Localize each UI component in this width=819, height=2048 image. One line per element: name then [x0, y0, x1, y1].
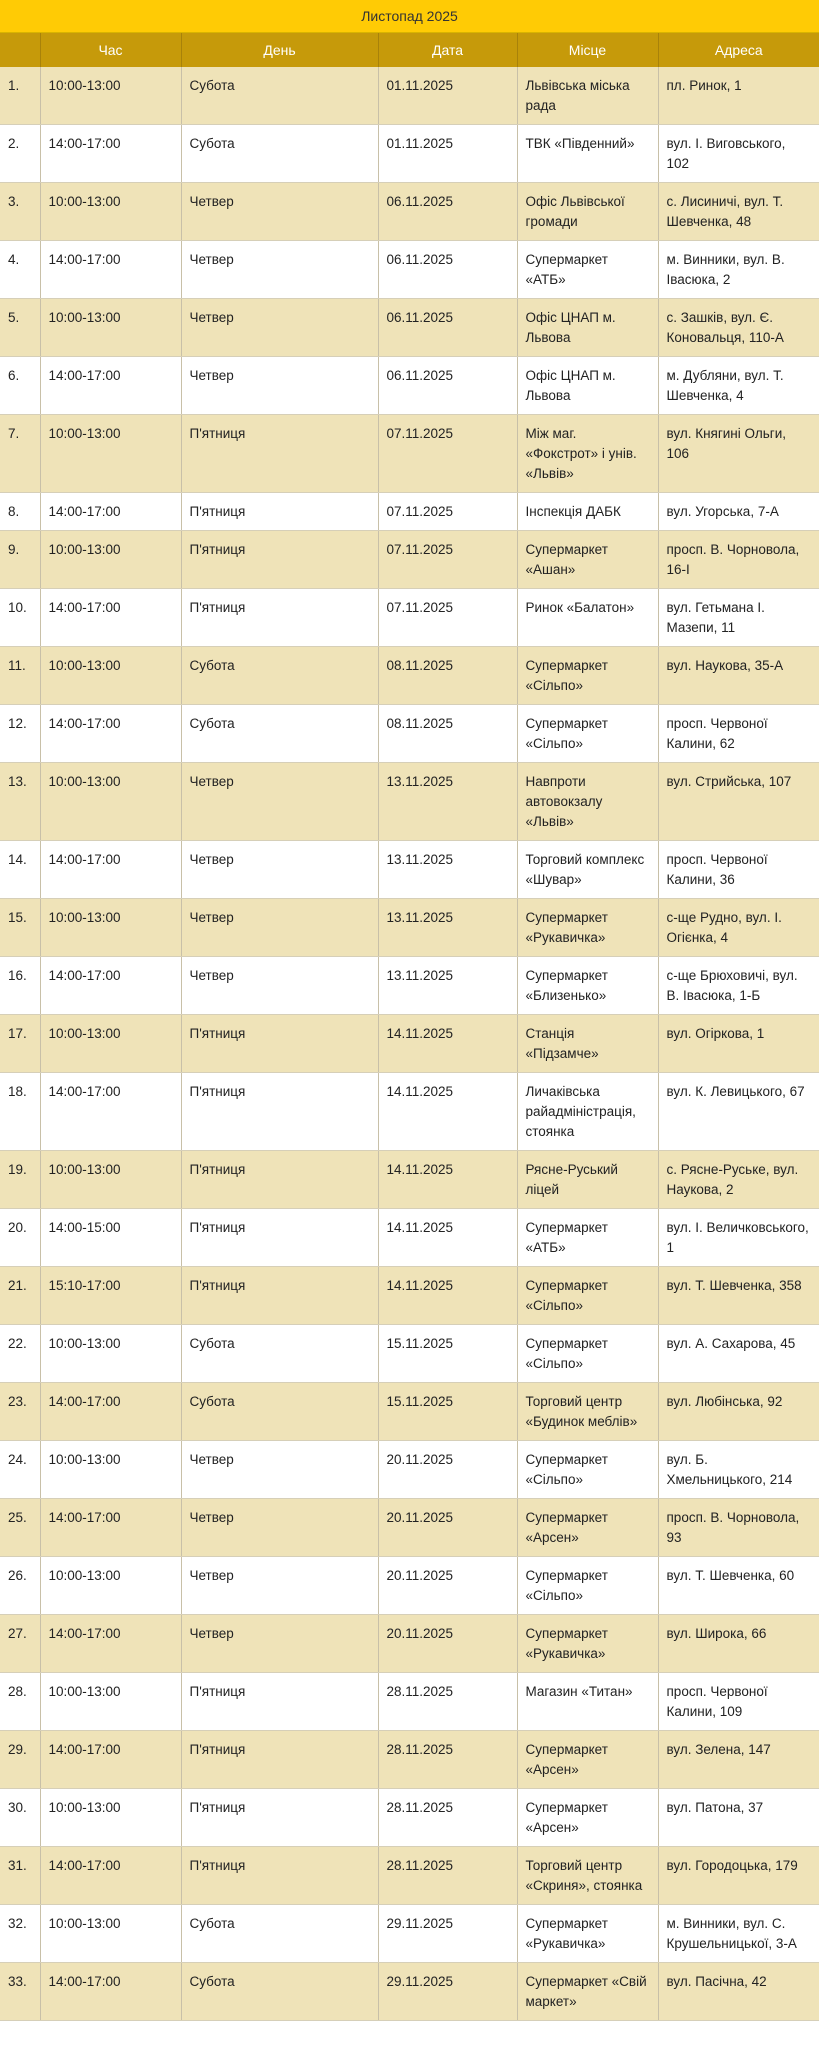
row-number: 32.: [0, 1905, 40, 1963]
address-cell: просп. Червоної Калини, 62: [658, 705, 819, 763]
header-address: Адреса: [658, 33, 819, 67]
place-cell: Супермаркет «Рукавичка»: [517, 1905, 658, 1963]
table-row: [0, 1963, 819, 2021]
date-cell: 20.11.2025: [378, 1615, 517, 1673]
address-cell: просп. Червоної Калини, 109: [658, 1673, 819, 1731]
day-cell: Четвер: [181, 1441, 378, 1499]
place-cell: Супермаркет «Сільпо»: [517, 1557, 658, 1615]
address-cell: с-ще Брюховичі, вул. В. Івасюка, 1-Б: [658, 957, 819, 1015]
row-number: 5.: [0, 299, 40, 357]
place-cell: Торговий центр «Будинок меблів»: [517, 1383, 658, 1441]
day-cell: Субота: [181, 647, 378, 705]
date-cell: 01.11.2025: [378, 67, 517, 125]
place-cell: Супермаркет «Сільпо»: [517, 705, 658, 763]
row-number: 11.: [0, 647, 40, 705]
time-cell: 14:00-17:00: [40, 1963, 181, 2021]
address-cell: вул. Б. Хмельницького, 214: [658, 1441, 819, 1499]
table-row: [0, 589, 819, 647]
day-cell: Четвер: [181, 763, 378, 841]
place-cell: Супермаркет «АТБ»: [517, 241, 658, 299]
place-cell: Магазин «Титан»: [517, 1673, 658, 1731]
address-cell: вул. Стрийська, 107: [658, 763, 819, 841]
table-row: [0, 125, 819, 183]
day-cell: Субота: [181, 1383, 378, 1441]
table-row: [0, 1789, 819, 1847]
row-number: 31.: [0, 1847, 40, 1905]
place-cell: Супермаркет «Ашан»: [517, 531, 658, 589]
time-cell: 14:00-17:00: [40, 493, 181, 531]
address-cell: вул. Гетьмана І. Мазепи, 11: [658, 589, 819, 647]
date-cell: 13.11.2025: [378, 763, 517, 841]
place-cell: Ринок «Балатон»: [517, 589, 658, 647]
row-number: 28.: [0, 1673, 40, 1731]
address-cell: вул. А. Сахарова, 45: [658, 1325, 819, 1383]
row-number: 27.: [0, 1615, 40, 1673]
row-number: 20.: [0, 1209, 40, 1267]
place-cell: Рясне-Руський ліцей: [517, 1151, 658, 1209]
time-cell: 14:00-17:00: [40, 1383, 181, 1441]
time-cell: 14:00-17:00: [40, 1847, 181, 1905]
row-number: 19.: [0, 1151, 40, 1209]
day-cell: Четвер: [181, 841, 378, 899]
table-row: [0, 1151, 819, 1209]
date-cell: 15.11.2025: [378, 1325, 517, 1383]
date-cell: 28.11.2025: [378, 1789, 517, 1847]
table-row: [0, 763, 819, 841]
address-cell: вул. Пасічна, 42: [658, 1963, 819, 2021]
place-cell: Супермаркет «Арсен»: [517, 1499, 658, 1557]
header-number: [0, 33, 40, 67]
address-cell: м. Дубляни, вул. Т. Шевченка, 4: [658, 357, 819, 415]
address-cell: просп. В. Чорновола, 16-І: [658, 531, 819, 589]
table-row: [0, 841, 819, 899]
date-cell: 20.11.2025: [378, 1499, 517, 1557]
row-number: 4.: [0, 241, 40, 299]
place-cell: Супермаркет «Рукавичка»: [517, 899, 658, 957]
table-row: [0, 1847, 819, 1905]
place-cell: Супермаркет «Арсен»: [517, 1789, 658, 1847]
place-cell: Станція «Підзамче»: [517, 1015, 658, 1073]
time-cell: 14:00-17:00: [40, 705, 181, 763]
row-number: 30.: [0, 1789, 40, 1847]
schedule-table: [0, 33, 819, 2021]
header-place: Місце: [517, 33, 658, 67]
date-cell: 14.11.2025: [378, 1209, 517, 1267]
day-cell: Четвер: [181, 957, 378, 1015]
day-cell: Четвер: [181, 899, 378, 957]
header-date: Дата: [378, 33, 517, 67]
table-row: [0, 957, 819, 1015]
day-cell: Четвер: [181, 1499, 378, 1557]
row-number: 23.: [0, 1383, 40, 1441]
place-cell: Офіс Львівської громади: [517, 183, 658, 241]
address-cell: вул. Любінська, 92: [658, 1383, 819, 1441]
table-row: [0, 67, 819, 125]
place-cell: Інспекція ДАБК: [517, 493, 658, 531]
time-cell: 10:00-13:00: [40, 1673, 181, 1731]
day-cell: П'ятниця: [181, 1015, 378, 1073]
row-number: 21.: [0, 1267, 40, 1325]
date-cell: 14.11.2025: [378, 1073, 517, 1151]
time-cell: 14:00-17:00: [40, 957, 181, 1015]
table-row: [0, 357, 819, 415]
time-cell: 14:00-17:00: [40, 841, 181, 899]
day-cell: Субота: [181, 1963, 378, 2021]
address-cell: просп. Червоної Калини, 36: [658, 841, 819, 899]
address-cell: м. Винники, вул. С. Крушельницької, 3-А: [658, 1905, 819, 1963]
row-number: 15.: [0, 899, 40, 957]
table-row: [0, 1325, 819, 1383]
day-cell: Четвер: [181, 299, 378, 357]
date-cell: 08.11.2025: [378, 647, 517, 705]
row-number: 18.: [0, 1073, 40, 1151]
time-cell: 10:00-13:00: [40, 1441, 181, 1499]
row-number: 16.: [0, 957, 40, 1015]
day-cell: Четвер: [181, 241, 378, 299]
row-number: 14.: [0, 841, 40, 899]
address-cell: с. Лисиничі, вул. Т. Шевченка, 48: [658, 183, 819, 241]
header-day: День: [181, 33, 378, 67]
row-number: 12.: [0, 705, 40, 763]
date-cell: 13.11.2025: [378, 957, 517, 1015]
date-cell: 20.11.2025: [378, 1441, 517, 1499]
time-cell: 14:00-17:00: [40, 1615, 181, 1673]
time-cell: 10:00-13:00: [40, 67, 181, 125]
date-cell: 06.11.2025: [378, 241, 517, 299]
address-cell: вул. Патона, 37: [658, 1789, 819, 1847]
address-cell: вул. Зелена, 147: [658, 1731, 819, 1789]
row-number: 24.: [0, 1441, 40, 1499]
place-cell: Супермаркет «Близенько»: [517, 957, 658, 1015]
time-cell: 10:00-13:00: [40, 899, 181, 957]
day-cell: П'ятниця: [181, 1209, 378, 1267]
day-cell: Четвер: [181, 1557, 378, 1615]
address-cell: с. Зашків, вул. Є. Коновальця, 110-А: [658, 299, 819, 357]
place-cell: Торговий центр «Скриня», стоянка: [517, 1847, 658, 1905]
day-cell: П'ятниця: [181, 493, 378, 531]
place-cell: Супермаркет «Сільпо»: [517, 1267, 658, 1325]
time-cell: 10:00-13:00: [40, 1015, 181, 1073]
date-cell: 28.11.2025: [378, 1673, 517, 1731]
date-cell: 07.11.2025: [378, 415, 517, 493]
row-number: 1.: [0, 67, 40, 125]
day-cell: Четвер: [181, 357, 378, 415]
table-row: [0, 899, 819, 957]
table-body: [0, 67, 819, 2021]
table-header-row: [0, 33, 819, 67]
place-cell: Торговий комплекс «Шувар»: [517, 841, 658, 899]
date-cell: 20.11.2025: [378, 1557, 517, 1615]
time-cell: 15:10-17:00: [40, 1267, 181, 1325]
date-cell: 15.11.2025: [378, 1383, 517, 1441]
day-cell: Субота: [181, 125, 378, 183]
day-cell: П'ятниця: [181, 1847, 378, 1905]
day-cell: П'ятниця: [181, 1731, 378, 1789]
date-cell: 07.11.2025: [378, 589, 517, 647]
address-cell: вул. Широка, 66: [658, 1615, 819, 1673]
time-cell: 10:00-13:00: [40, 531, 181, 589]
time-cell: 14:00-17:00: [40, 589, 181, 647]
address-cell: с-ще Рудно, вул. І. Огієнка, 4: [658, 899, 819, 957]
address-cell: вул. І. Виговського, 102: [658, 125, 819, 183]
date-cell: 29.11.2025: [378, 1905, 517, 1963]
day-cell: Субота: [181, 705, 378, 763]
date-cell: 06.11.2025: [378, 299, 517, 357]
address-cell: м. Винники, вул. В. Івасюка, 2: [658, 241, 819, 299]
table-row: [0, 1073, 819, 1151]
day-cell: П'ятниця: [181, 1267, 378, 1325]
day-cell: П'ятниця: [181, 415, 378, 493]
row-number: 33.: [0, 1963, 40, 2021]
time-cell: 10:00-13:00: [40, 647, 181, 705]
place-cell: Личаківська райадміністрація, стоянка: [517, 1073, 658, 1151]
place-cell: Офіс ЦНАП м. Львова: [517, 299, 658, 357]
day-cell: Субота: [181, 1905, 378, 1963]
address-cell: просп. В. Чорновола, 93: [658, 1499, 819, 1557]
row-number: 7.: [0, 415, 40, 493]
table-row: [0, 183, 819, 241]
header-time: Час: [40, 33, 181, 67]
table-row: [0, 415, 819, 493]
row-number: 3.: [0, 183, 40, 241]
table-row: [0, 1499, 819, 1557]
day-cell: Субота: [181, 1325, 378, 1383]
table-row: [0, 1383, 819, 1441]
address-cell: вул. І. Величковського, 1: [658, 1209, 819, 1267]
address-cell: вул. Т. Шевченка, 358: [658, 1267, 819, 1325]
date-cell: 01.11.2025: [378, 125, 517, 183]
time-cell: 10:00-13:00: [40, 1905, 181, 1963]
address-cell: вул. Огіркова, 1: [658, 1015, 819, 1073]
table-row: [0, 1209, 819, 1267]
place-cell: Супермаркет «Арсен»: [517, 1731, 658, 1789]
time-cell: 14:00-17:00: [40, 241, 181, 299]
row-number: 9.: [0, 531, 40, 589]
date-cell: 29.11.2025: [378, 1963, 517, 2021]
row-number: 8.: [0, 493, 40, 531]
date-cell: 14.11.2025: [378, 1015, 517, 1073]
date-cell: 07.11.2025: [378, 531, 517, 589]
table-row: [0, 493, 819, 531]
place-cell: Супермаркет «Сільпо»: [517, 1325, 658, 1383]
place-cell: Супермаркет «АТБ»: [517, 1209, 658, 1267]
place-cell: ТВК «Південний»: [517, 125, 658, 183]
table-row: [0, 705, 819, 763]
place-cell: Між маг. «Фокстрот» і унів. «Львів»: [517, 415, 658, 493]
day-cell: П'ятниця: [181, 531, 378, 589]
time-cell: 10:00-13:00: [40, 1151, 181, 1209]
date-cell: 08.11.2025: [378, 705, 517, 763]
date-cell: 13.11.2025: [378, 899, 517, 957]
address-cell: вул. К. Левицького, 67: [658, 1073, 819, 1151]
date-cell: 07.11.2025: [378, 493, 517, 531]
day-cell: Четвер: [181, 1615, 378, 1673]
place-cell: Супермаркет «Сільпо»: [517, 647, 658, 705]
place-cell: Супермаркет «Сільпо»: [517, 1441, 658, 1499]
date-cell: 14.11.2025: [378, 1151, 517, 1209]
table-row: [0, 647, 819, 705]
address-cell: вул. Угорська, 7-А: [658, 493, 819, 531]
day-cell: Субота: [181, 67, 378, 125]
time-cell: 10:00-13:00: [40, 183, 181, 241]
date-cell: 13.11.2025: [378, 841, 517, 899]
row-number: 22.: [0, 1325, 40, 1383]
place-cell: Офіс ЦНАП м. Львова: [517, 357, 658, 415]
date-cell: 14.11.2025: [378, 1267, 517, 1325]
month-title: Листопад 2025: [0, 0, 819, 33]
table-row: [0, 1267, 819, 1325]
date-cell: 28.11.2025: [378, 1731, 517, 1789]
table-row: [0, 1673, 819, 1731]
day-cell: Четвер: [181, 183, 378, 241]
address-cell: пл. Ринок, 1: [658, 67, 819, 125]
time-cell: 10:00-13:00: [40, 1325, 181, 1383]
row-number: 10.: [0, 589, 40, 647]
table-row: [0, 1615, 819, 1673]
row-number: 17.: [0, 1015, 40, 1073]
table-row: [0, 1015, 819, 1073]
time-cell: 14:00-15:00: [40, 1209, 181, 1267]
place-cell: Навпроти автовокзалу «Львів»: [517, 763, 658, 841]
time-cell: 10:00-13:00: [40, 415, 181, 493]
table-row: [0, 1905, 819, 1963]
time-cell: 14:00-17:00: [40, 125, 181, 183]
time-cell: 10:00-13:00: [40, 763, 181, 841]
place-cell: Львівська міська рада: [517, 67, 658, 125]
address-cell: с. Рясне-Руське, вул. Наукова, 2: [658, 1151, 819, 1209]
time-cell: 14:00-17:00: [40, 357, 181, 415]
time-cell: 14:00-17:00: [40, 1731, 181, 1789]
time-cell: 10:00-13:00: [40, 1557, 181, 1615]
address-cell: вул. Княгині Ольги, 106: [658, 415, 819, 493]
table-row: [0, 1731, 819, 1789]
table-row: [0, 531, 819, 589]
table-row: [0, 1441, 819, 1499]
place-cell: Супермаркет «Свій маркет»: [517, 1963, 658, 2021]
row-number: 13.: [0, 763, 40, 841]
row-number: 2.: [0, 125, 40, 183]
day-cell: П'ятниця: [181, 1673, 378, 1731]
address-cell: вул. Городоцька, 179: [658, 1847, 819, 1905]
row-number: 26.: [0, 1557, 40, 1615]
row-number: 29.: [0, 1731, 40, 1789]
date-cell: 06.11.2025: [378, 183, 517, 241]
row-number: 6.: [0, 357, 40, 415]
table-row: [0, 241, 819, 299]
day-cell: П'ятниця: [181, 1073, 378, 1151]
place-cell: Супермаркет «Рукавичка»: [517, 1615, 658, 1673]
time-cell: 14:00-17:00: [40, 1499, 181, 1557]
day-cell: П'ятниця: [181, 589, 378, 647]
address-cell: вул. Наукова, 35-А: [658, 647, 819, 705]
day-cell: П'ятниця: [181, 1151, 378, 1209]
date-cell: 06.11.2025: [378, 357, 517, 415]
time-cell: 10:00-13:00: [40, 299, 181, 357]
address-cell: вул. Т. Шевченка, 60: [658, 1557, 819, 1615]
table-row: [0, 1557, 819, 1615]
day-cell: П'ятниця: [181, 1789, 378, 1847]
time-cell: 10:00-13:00: [40, 1789, 181, 1847]
time-cell: 14:00-17:00: [40, 1073, 181, 1151]
row-number: 25.: [0, 1499, 40, 1557]
table-row: [0, 299, 819, 357]
date-cell: 28.11.2025: [378, 1847, 517, 1905]
